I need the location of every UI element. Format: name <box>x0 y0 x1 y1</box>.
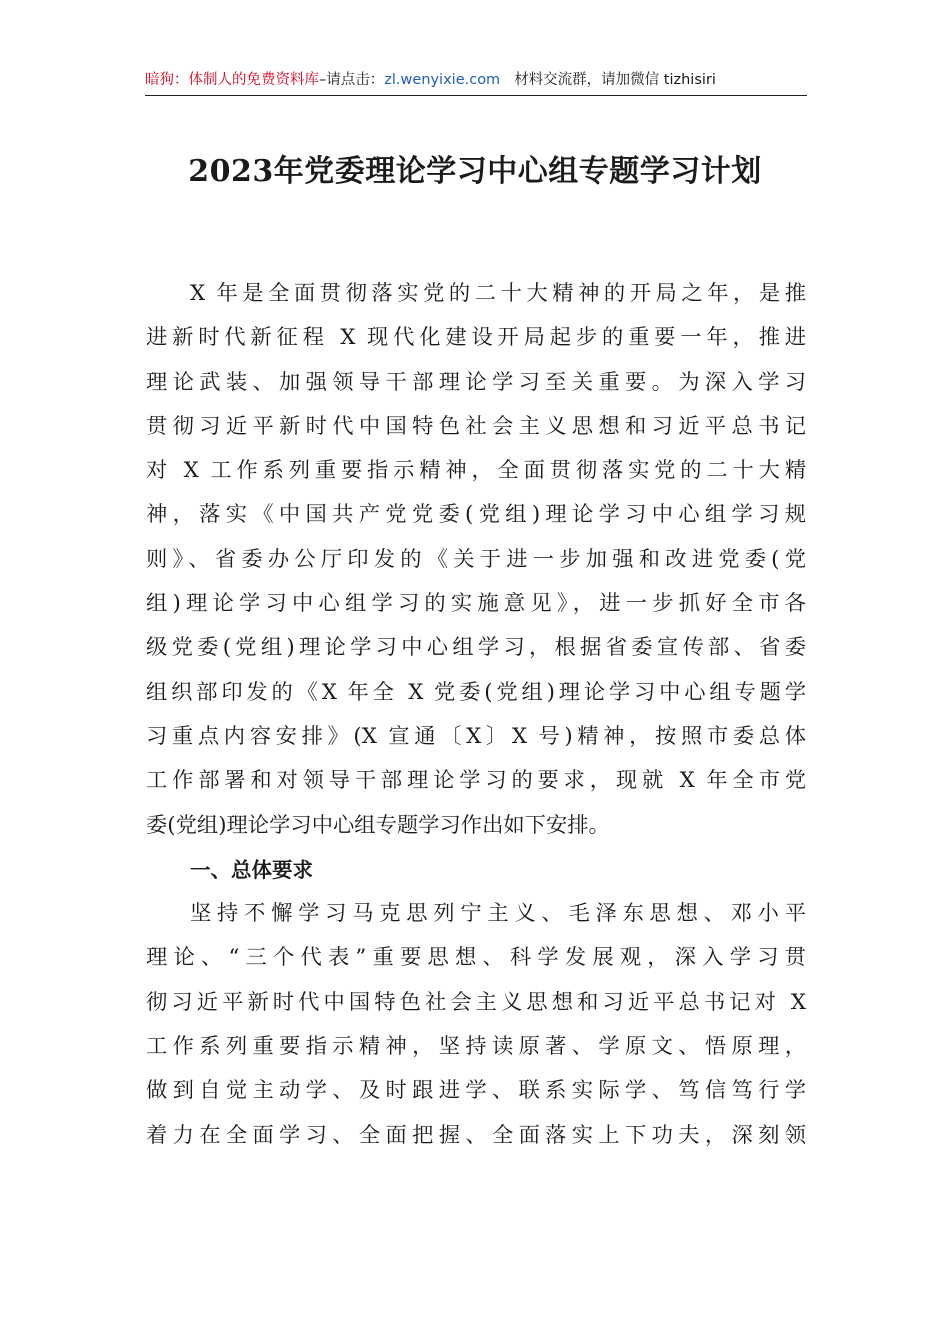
header-click-prompt: –请点击： <box>319 72 385 88</box>
paragraph-line: 贯彻习近平新时代中国特色社会主义思想和习近平总书记 <box>146 413 806 439</box>
paragraph-line: 委(党组)理论学习中心组专题学习作出如下安排。 <box>146 812 610 838</box>
paragraph-line: X 年是全面贯彻落实党的二十大精神的开局之年，是推 <box>190 281 806 306</box>
paragraph-line: 进新时代新征程 X 现代化建设开局起步的重要一年，推进 <box>146 325 806 351</box>
paragraph-line: 理论、“三个代表”重要思想、科学发展观，深入学习贯 <box>146 945 806 971</box>
paragraph-line: 理论武装、加强领导干部理论学习至关重要。为深入学习 <box>146 369 806 395</box>
header-group-note: 材料交流群，请加微信 tizhisiri <box>514 72 716 88</box>
paragraph-line: 坚持不懈学习马克思列宁主义、毛泽东思想、邓小平 <box>190 901 806 927</box>
paragraph-line: 组)理论学习中心组学习的实施意见》，进一步抓好全市各 <box>146 591 806 617</box>
document-body <box>146 272 806 1158</box>
paragraph-line: 神，落实《中国共产党党委(党组)理论学习中心组学习规 <box>146 502 806 528</box>
paragraph-line: 习重点内容安排》(X 宣通〔X〕X 号)精神，按照市委总体 <box>146 723 806 749</box>
paragraph-line: 级党委(党组)理论学习中心组学习，根据省委宣传部、省委 <box>146 635 806 661</box>
paragraph-line: 工作部署和对领导干部理论学习的要求，现就 X 年全市党 <box>146 768 806 794</box>
header-site-name: 暗狗：体制人的免费资料库 <box>145 72 319 88</box>
paragraph-line: 则》、省委办公厅印发的《关于进一步加强和改进党委(党 <box>146 546 806 572</box>
section-heading: 一、总体要求 <box>190 857 313 882</box>
header-url-link[interactable]: zl.wenyixie.com <box>384 72 501 88</box>
paragraph-line: 对 X 工作系列重要指示精神，全面贯彻落实党的二十大精 <box>146 458 806 484</box>
header-banner <box>145 66 807 94</box>
document-title: 2023年党委理论学习中心组专题学习计划 <box>188 154 762 189</box>
paragraph-line: 彻习近平新时代中国特色社会主义思想和习近平总书记对 X <box>146 989 806 1015</box>
paragraph-line: 工作系列重要指示精神，坚持读原著、学原文、悟原理， <box>146 1034 806 1060</box>
paragraph-line: 做到自觉主动学、及时跟进学、联系实际学、笃信笃行学 <box>146 1078 806 1104</box>
header-divider <box>145 95 807 96</box>
paragraph-line: 着力在全面学习、全面把握、全面落实上下功夫，深刻领 <box>146 1122 806 1148</box>
paragraph-line: 组织部印发的《X 年全 X 党委(党组)理论学习中心组专题学 <box>146 679 806 705</box>
